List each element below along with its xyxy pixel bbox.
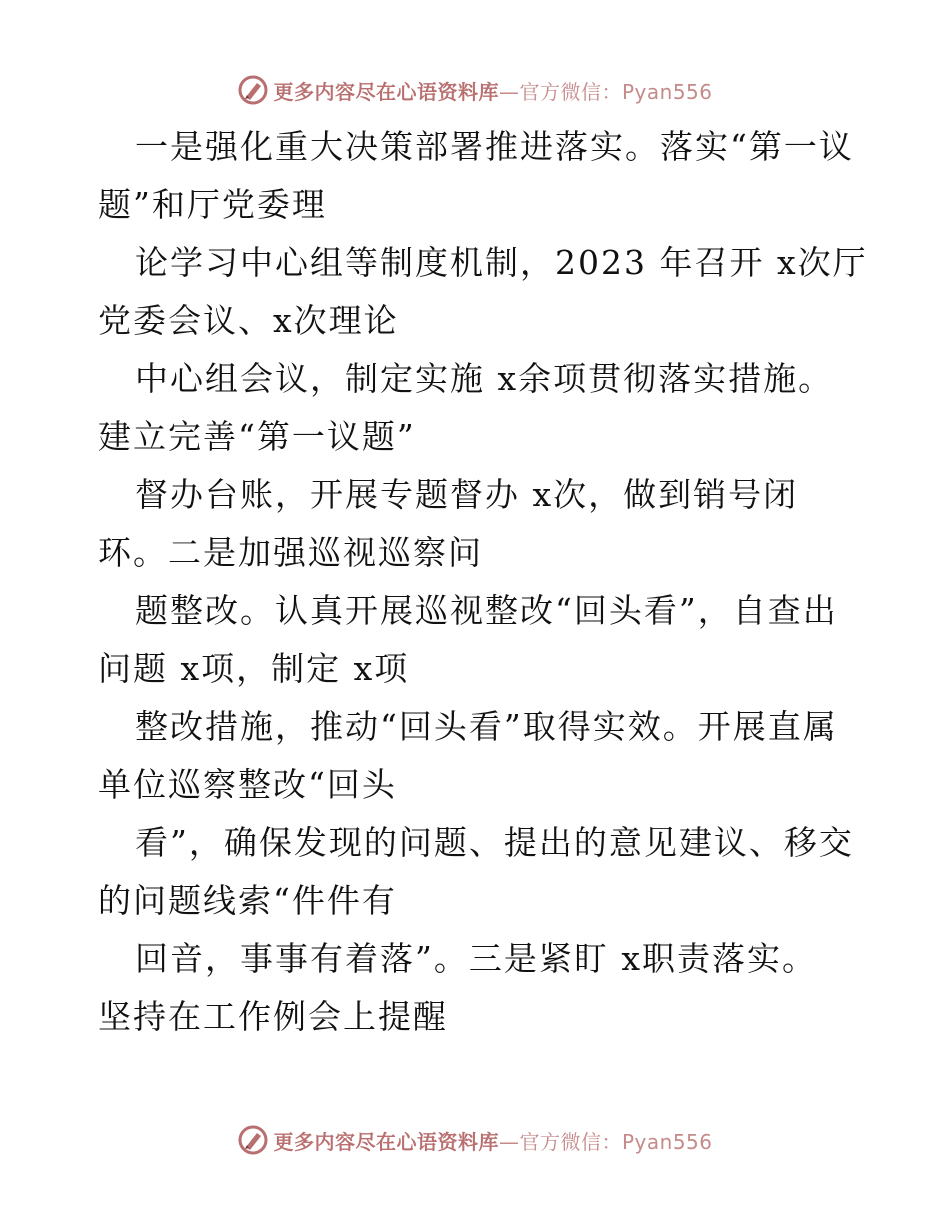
watermark-text: 更多内容尽在心语资料库—官方微信：Pyan556 [273,79,713,104]
body-line: 中心组会议，制定实施 x余项贯彻落实措施。 [135,359,834,398]
footer-watermark [0,1120,950,1160]
body-line: 整改措施，推动“回头看”取得实效。开展直属 [135,707,838,746]
body-line: 回音，事事有着落”。三是紧盯 x职责落实。 [135,939,817,978]
pen-seal-icon [237,74,269,106]
pen-seal-icon [237,1124,269,1156]
body-line: 督办台账，开展专题督办 x次，做到销号闭 [135,475,799,514]
body-line: 一是强化重大决策部署推进落实。落实“第一议 [135,127,854,166]
body-line: 问题 x项，制定 x项 [98,649,410,688]
body-line: 题整改。认真开展巡视整改“回头看”，自查出 [135,591,838,630]
watermark-text: 更多内容尽在心语资料库—官方微信：Pyan556 [273,1129,713,1154]
body-line: 建立完善“第一议题” [98,417,416,456]
document-body [98,118,868,1046]
body-line: 题”和厅党委理 [98,185,327,224]
body-line: 坚持在工作例会上提醒 [98,997,448,1036]
body-line: 党委会议、x次理论 [98,301,399,340]
header-watermark [0,70,950,110]
body-line: 论学习中心组等制度机制，2023 年召开 x次厅 [135,243,868,282]
body-line: 单位巡察整改“回头 [98,765,397,804]
body-line: 看”，确保发现的问题、提出的意见建议、移交 [135,823,854,862]
body-line: 环。二是加强巡视巡察问 [98,533,483,572]
body-line: 的问题线索“件件有 [98,881,397,920]
